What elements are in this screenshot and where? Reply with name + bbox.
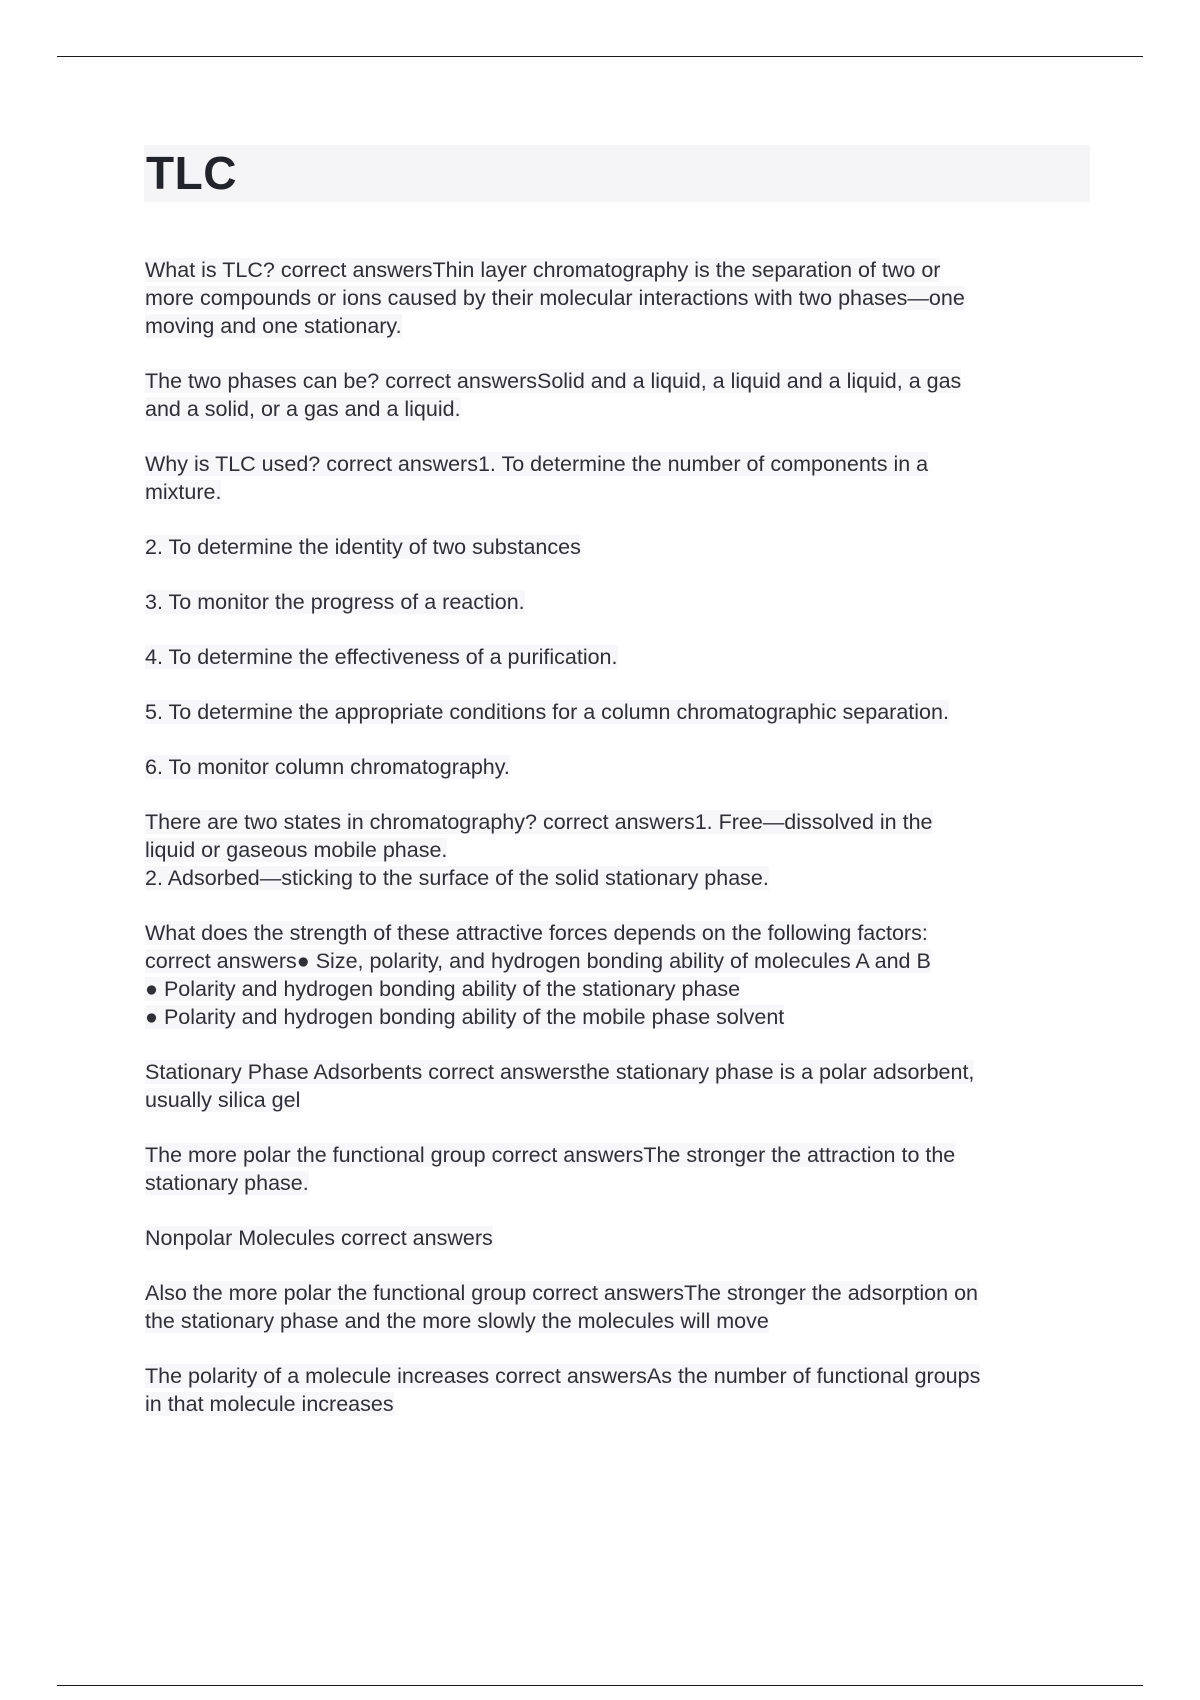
qa-entry-text: Also the more polar the functional group correct answersThe stronger the adsorption on the stationary phase and the more slowly the molecules will move xyxy=(145,1281,978,1333)
qa-entry xyxy=(145,450,1100,506)
qa-entry xyxy=(145,698,1100,726)
title-highlight xyxy=(144,145,1090,202)
qa-entry xyxy=(145,256,1100,340)
footer-rule xyxy=(57,1685,1143,1686)
qa-entry xyxy=(145,588,1100,616)
qa-entry-text: Why is TLC used? correct answers1. To determine the number of components in a mixture. xyxy=(145,452,929,504)
qa-entry-text: The more polar the functional group correct answersThe stronger the attraction to the stationary phase. xyxy=(145,1143,956,1195)
qa-entry-text: 6. To monitor column chromatography. xyxy=(145,755,510,779)
header-rule xyxy=(57,56,1143,57)
page-title: TLC xyxy=(146,147,237,199)
qa-entry-text: 4. To determine the effectiveness of a purification. xyxy=(145,645,618,669)
qa-entry-text: 3. To monitor the progress of a reaction. xyxy=(145,590,525,614)
qa-entry-text: What is TLC? correct answersThin layer chromatography is the separation of two or more compounds or ions caused by their molecular interactions with two phases—one moving and one stationary. xyxy=(145,258,965,338)
qa-entry xyxy=(145,808,1100,892)
qa-entry-text: There are two states in chromatography? correct answers1. Free—dissolved in the liquid or gaseous mobile phase. 2. Adsorbed—sticking to the surface of the solid stationary phase. xyxy=(145,810,933,890)
qa-entry-text: Nonpolar Molecules correct answers xyxy=(145,1226,493,1250)
qa-entry-text: Stationary Phase Adsorbents correct answersthe stationary phase is a polar adsorbent, usually silica gel xyxy=(145,1060,975,1112)
qa-entry xyxy=(145,1279,1100,1335)
qa-entry xyxy=(145,919,1100,1031)
qa-entry xyxy=(145,1224,1100,1252)
qa-list xyxy=(145,256,1100,1445)
qa-entry xyxy=(145,1141,1100,1197)
qa-entry-text: The two phases can be? correct answersSolid and a liquid, a liquid and a liquid, a gas and a solid, or a gas and a liquid. xyxy=(145,369,962,421)
qa-entry xyxy=(145,1362,1100,1418)
qa-entry xyxy=(145,1058,1100,1114)
qa-entry-text: What does the strength of these attractive forces depends on the following factors: correct answers● Size, polarity, and hydrogen bonding ability of molecules A and B ● Polarity and hydrogen bonding ability of the stationary phase ● Polarity and hydrogen bonding ability of the mobile phase solvent xyxy=(145,921,931,1029)
qa-entry-text: 5. To determine the appropriate conditions for a column chromatographic separation. xyxy=(145,700,949,724)
qa-entry xyxy=(145,753,1100,781)
qa-entry-text: The polarity of a molecule increases correct answersAs the number of functional groups in that molecule increases xyxy=(145,1364,981,1416)
qa-entry xyxy=(145,643,1100,671)
qa-entry xyxy=(145,367,1100,423)
qa-entry-text: 2. To determine the identity of two substances xyxy=(145,535,581,559)
qa-entry xyxy=(145,533,1100,561)
